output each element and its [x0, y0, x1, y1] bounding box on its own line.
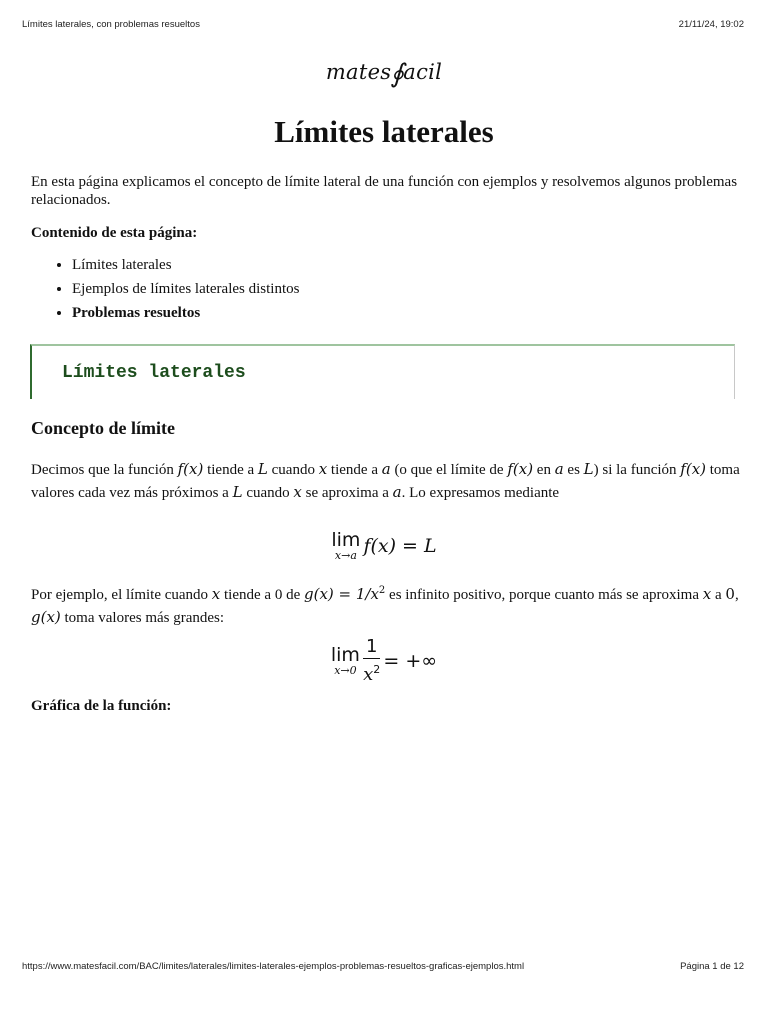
print-footer-page: Página 1 de 12: [680, 961, 744, 972]
print-footer: [22, 961, 744, 972]
section-title: Límites laterales: [62, 363, 246, 383]
fraction-numerator: 1: [363, 636, 380, 659]
print-header-title: Límites laterales, con problemas resueltos: [22, 19, 200, 30]
table-of-contents: [31, 256, 299, 328]
logo-text-right: acil: [403, 60, 443, 84]
limit-formula-definition: [0, 530, 768, 562]
section-header-box: [30, 344, 735, 399]
limit-expression: f(x) = L: [363, 535, 437, 557]
lim-subscript: x→0: [334, 664, 357, 677]
logo-text-left: mates: [325, 60, 392, 84]
page-title: Límites laterales: [274, 114, 494, 149]
print-header: [22, 19, 744, 30]
toc-item-ejemplos[interactable]: • Ejemplos de límites laterales distintos: [72, 280, 299, 304]
toc-item-problemas[interactable]: • Problemas resueltos: [72, 304, 299, 328]
site-logo[interactable]: [0, 56, 768, 89]
limit-formula-example: [0, 636, 768, 686]
toc-item-limites-laterales[interactable]: • Límites laterales: [72, 256, 299, 280]
print-header-datetime: 21/11/24, 19:02: [678, 19, 744, 30]
print-footer-url[interactable]: https://www.matesfacil.com/BAC/limites/laterales/limites-laterales-ejemplos-problemas-resueltos-graficas-ejemplos.html: [22, 961, 525, 972]
contents-title: Contenido de esta página:: [31, 225, 198, 241]
graph-label: Gráfica de la función:: [31, 698, 172, 714]
subsection-title: Concepto de límite: [31, 418, 175, 438]
definition-paragraph: Decimos que la función f(x) tiende a L cuando x tiende a a (o que el límite de f(x) en a es L) si la función f(x) toma valores cada vez más próximos a L cuando x se aproxima a a. Lo expresamos mediante: [31, 460, 740, 501]
intro-paragraph: En esta página explicamos el concepto de límite lateral de una función con ejemplos y resolvemos algunos problemas relacionados.: [31, 174, 738, 208]
lim-operator: lim: [330, 644, 360, 666]
integral-icon: ∮: [390, 59, 405, 89]
example-paragraph: Por ejemplo, el límite cuando x tiende a 0 de $g(x) = 1/x^2$ es infinito positivo, porque cuanto más se aproxima x a 0, g(x) toma valores más grandes:: [31, 585, 739, 626]
lim-subscript: x→a: [334, 549, 357, 562]
lim-operator: lim: [331, 529, 361, 551]
fraction-denominator: $x^2$: [363, 663, 381, 685]
limit-result: = +∞: [383, 650, 438, 672]
fraction: [363, 636, 380, 686]
